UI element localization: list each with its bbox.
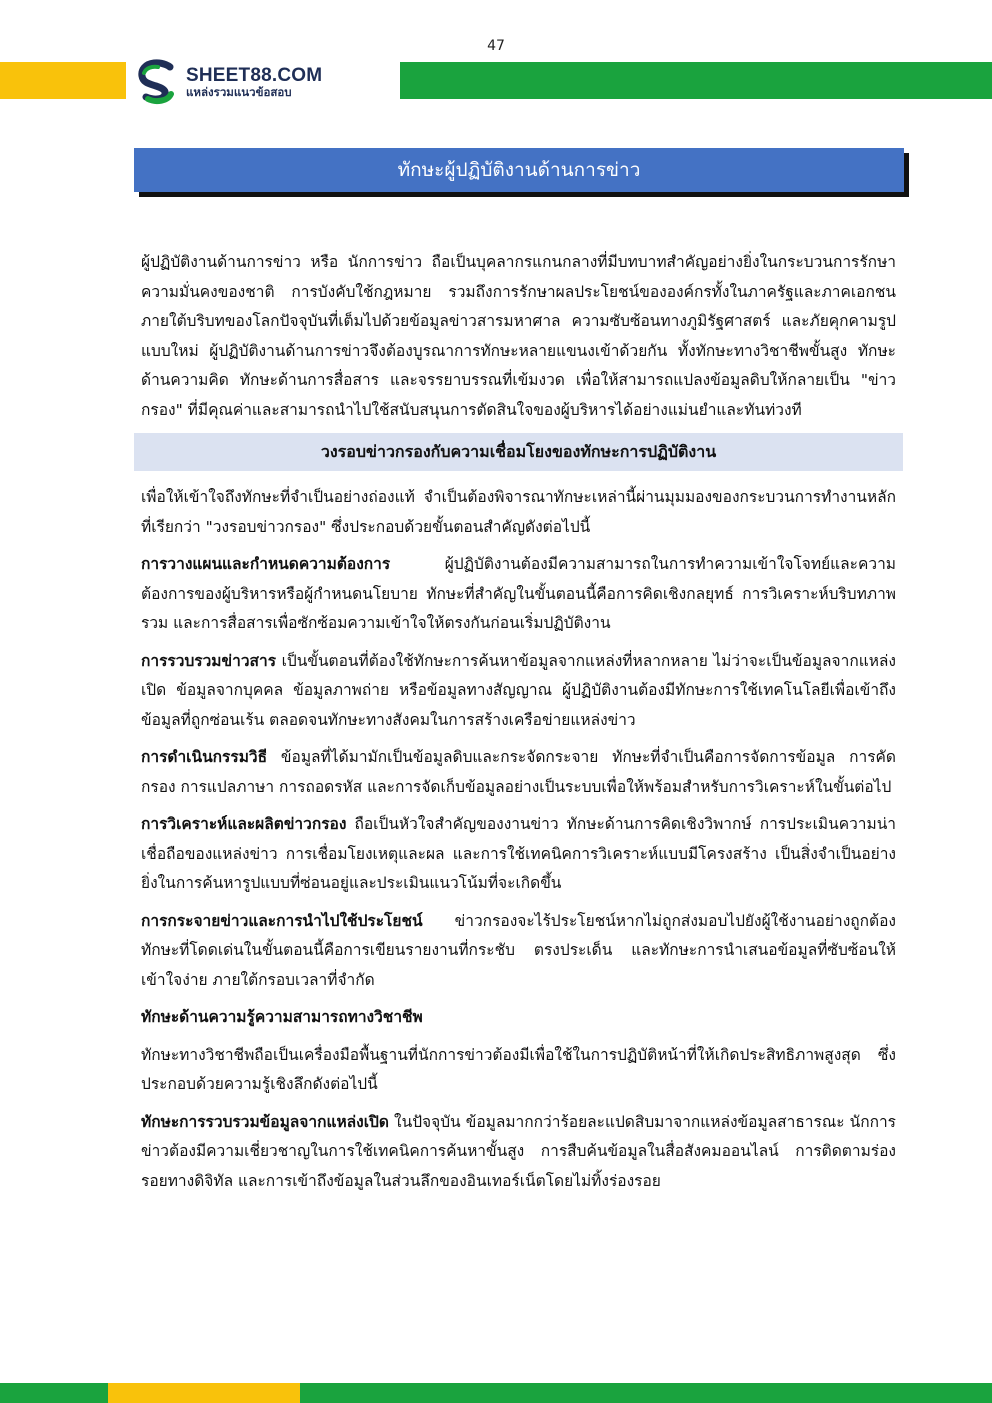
logo-tagline: แหล่งรวมแนวข้อสอบ bbox=[186, 84, 292, 99]
section-heading: วงรอบข่าวกรองกับความเชื่อมโยงของทักษะการปฏิบัติงาน bbox=[320, 442, 717, 462]
cycle-step-term: การวางแผนและกำหนดความต้องการ bbox=[141, 555, 391, 573]
footer-bar-yellow bbox=[108, 1383, 300, 1403]
logo-brand: SHEET88.COM bbox=[186, 65, 323, 86]
document-body bbox=[141, 248, 896, 1204]
cycle-step-term: การดำเนินกรรมวิธี bbox=[141, 748, 268, 766]
skill-item-text: ในปัจจุบัน ข้อมูลมากกว่าร้อยละแปดสิบมาจากแหล่งข้อมูลสาธารณะ นักการข่าวต้องมีความเชี่ยวชาญในการใช้เทคนิคการค้นหาขั้นสูง การสืบค้นข้อมูลในสื่อสังคมออนไลน์ การติดตามร่องรอยทางดิจิทัล และการเข้าถึงข้อมูลในส่วนลึกของอินเทอร์เน็ตโดยไม่ทิ้งร่องรอย bbox=[141, 1112, 896, 1190]
cycle-step bbox=[141, 743, 896, 802]
page-title: ทักษะผู้ปฏิบัติงานด้านการข่าว bbox=[397, 159, 641, 181]
cycle-step bbox=[141, 647, 896, 736]
header-bar-green bbox=[400, 62, 992, 99]
title-banner bbox=[134, 148, 904, 192]
cycle-step-text: ข่าวกรองจะไร้ประโยชน์หากไม่ถูกส่งมอบไปยังผู้ใช้งานอย่างถูกต้อง ทักษะที่โดดเด่นในขั้นตอนนี้คือการเขียนรายงานที่กระชับ ตรงประเด็น และทักษะการนำเสนอข้อมูลที่ซับซ้อนให้เข้าใจง่าย ภายใต้กรอบเวลาที่จำกัด bbox=[141, 911, 896, 989]
sheet88-logo-icon bbox=[136, 59, 178, 105]
cycle-step-term: การรวบรวมข่าวสาร bbox=[141, 651, 277, 670]
cycle-step-text: ถือเป็นหัวใจสำคัญของงานข่าว ทักษะด้านการคิดเชิงวิพากษ์ การประเมินความน่าเชื่อถือของแหล่งข่าว การเชื่อมโยงเหตุและผล และการใช้เทคนิคการวิเคราะห์แบบมีโครงสร้าง เป็นสิ่งจำเป็นอย่างยิ่งในการค้นหารูปแบบที่ซ่อนอยู่และประเมินแนวโน้มที่จะเกิดขึ้น bbox=[141, 815, 896, 892]
sub-intro: ทักษะทางวิชาชีพถือเป็นเครื่องมือพื้นฐานที่นักการข่าวต้องมีเพื่อใช้ในการปฏิบัติหน้าที่ให้เกิดประสิทธิภาพสูงสุด ซึ่งประกอบด้วยความรู้เชิงลึกดังต่อไปนี้ bbox=[141, 1045, 896, 1093]
cycle-step-text: ข้อมูลที่ได้มามักเป็นข้อมูลดิบและกระจัดกระจาย ทักษะที่จำเป็นคือการจัดการข้อมูล การคัดกรอง การแปลภาษา การถอดรหัส และการจัดเก็บข้อมูลอย่างเป็นระบบเพื่อให้พร้อมสำหรับการวิเคราะห์ในขั้นต่อไป bbox=[141, 748, 896, 796]
skill-item bbox=[141, 1108, 896, 1197]
sub-heading: ทักษะด้านความรู้ความสามารถทางวิชาชีพ bbox=[141, 1008, 423, 1026]
footer-bar-green-right bbox=[300, 1383, 992, 1403]
footer-bar-green-left bbox=[0, 1383, 108, 1403]
section-intro: เพื่อให้เข้าใจถึงทักษะที่จำเป็นอย่างถ่องแท้ จำเป็นต้องพิจารณาทักษะเหล่านี้ผ่านมุมมองของกระบวนการทำงานหลักที่เรียกว่า "วงรอบข่าวกรอง" ซึ่งประกอบด้วยขั้นตอนสำคัญดังต่อไปนี้ bbox=[141, 488, 896, 536]
section-heading-bar bbox=[134, 433, 903, 471]
cycle-step-term: การกระจายข่าวและการนำไปใช้ประโยชน์ bbox=[141, 911, 423, 930]
cycle-step-text: เป็นขั้นตอนที่ต้องใช้ทักษะการค้นหาข้อมูลจากแหล่งที่หลากหลาย ไม่ว่าจะเป็นข้อมูลจากแหล่งเปิด ข้อมูลจากบุคคล ข้อมูลภาพถ่าย หรือข้อมูลทางสัญญาณ ผู้ปฏิบัติงานต้องมีทักษะการใช้เทคโนโลยีเพื่อเข้าถึงข้อมูลที่ถูกซ่อนเร้น ตลอดจนทักษะทางสังคมในการสร้างเครือข่ายแหล่งข่าว bbox=[141, 651, 896, 729]
cycle-step-term: การวิเคราะห์และผลิตข่าวกรอง bbox=[141, 815, 347, 833]
page-number: 47 bbox=[487, 38, 505, 54]
cycle-step bbox=[141, 550, 896, 639]
intro-paragraph: ผู้ปฏิบัติงานด้านการข่าว หรือ นักการข่าว ถือเป็นบุคลากรแกนกลางที่มีบทบาทสำคัญอย่างยิ่งในกระบวนการรักษาความมั่นคงของชาติ การบังคับใช้กฎหมาย รวมถึงการรักษาผลประโยชน์ขององค์กรทั้งในภาครัฐและภาคเอกชน ภายใต้บริบทของโลกปัจจุบันที่เต็มไปด้วยข้อมูลข่าวสารมหาศาล ความซับซ้อนทางภูมิรัฐศาสตร์ และภัยคุกคามรูปแบบใหม่ ผู้ปฏิบัติงานด้านการข่าวจึงต้องบูรณาการทักษะหลายแขนงเข้าด้วยกัน ทั้งทักษะทางวิชาชีพขั้นสูง ทักษะด้านความคิด ทักษะด้านการสื่อสาร และจรรยาบรรณที่เข้มงวด เพื่อให้สามารถแปลงข้อมูลดิบให้กลายเป็น "ข่าวกรอง" ที่มีคุณค่าและสามารถนำไปใช้สนับสนุนการตัดสินใจของผู้บริหารได้อย่างแม่นยำและทันท่วงที bbox=[141, 253, 896, 419]
cycle-step bbox=[141, 810, 896, 899]
logo bbox=[126, 56, 400, 108]
cycle-step-text: ผู้ปฏิบัติงานต้องมีความสามารถในการทำความเข้าใจโจทย์และความต้องการของผู้บริหารหรือผู้กำหนดนโยบาย ทักษะที่สำคัญในขั้นตอนนี้คือการคิดเชิงกลยุทธ์ การวิเคราะห์บริบทภาพรวม และการสื่อสารเพื่อซักซ้อมความเข้าใจให้ตรงกันก่อนเริ่มปฏิบัติงาน bbox=[141, 555, 896, 632]
skill-item-term: ทักษะการรวบรวมข้อมูลจากแหล่งเปิด bbox=[141, 1112, 389, 1131]
cycle-step bbox=[141, 907, 896, 996]
